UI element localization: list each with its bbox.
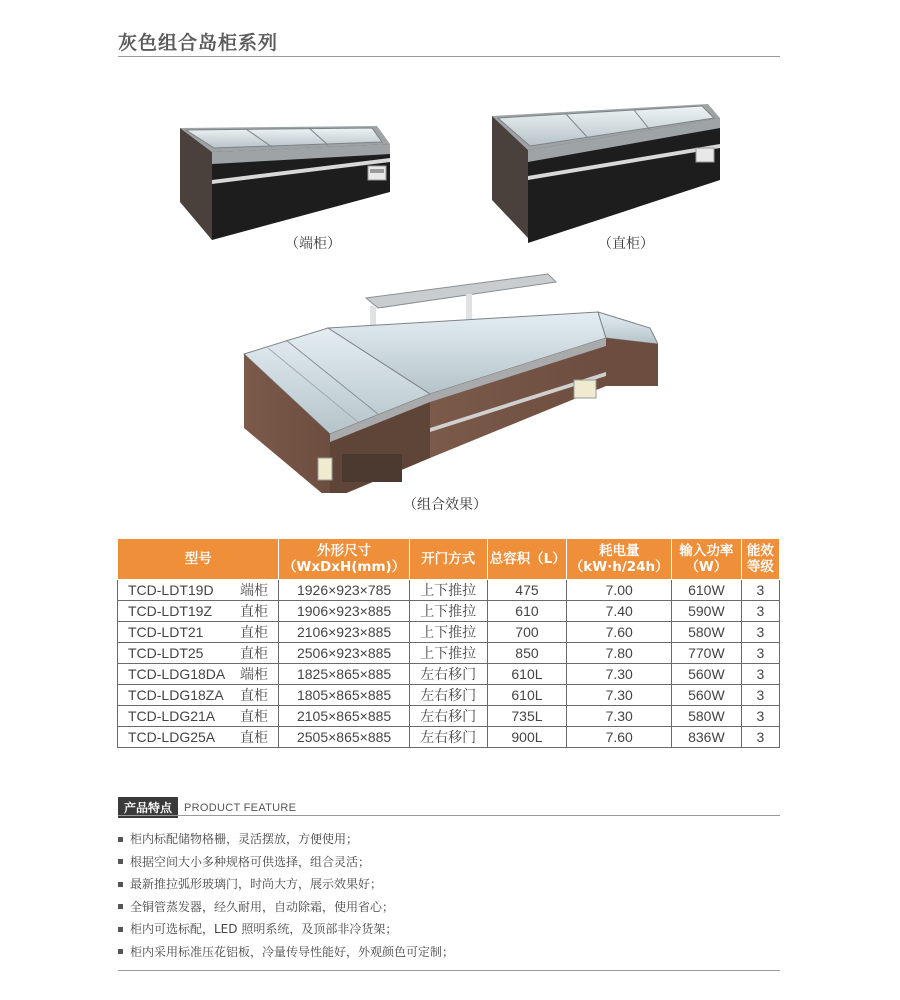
model-cell: TCD-LDG18ZA 直柜 [118,685,279,706]
door-cell: 左右移门 [409,685,487,706]
header-input: 输入功率 （W） [672,539,742,580]
size-cell: 2106×923×885 [279,622,409,643]
input-cell: 560W [672,664,742,685]
grade-cell: 3 [741,601,779,622]
size-cell: 1926×923×785 [279,580,409,601]
input-cell: 580W [672,706,742,727]
spec-table [117,538,780,748]
list-item: 全铜管蒸发器，经久耐用，自动除霜，使用省心； [118,896,454,919]
grade-cell: 3 [741,685,779,706]
input-cell: 590W [672,601,742,622]
header-door: 开门方式 [409,539,487,580]
size-cell: 2505×865×885 [279,727,409,748]
page-title: 灰色组合岛柜系列 [118,32,279,54]
size-cell: 2506×923×885 [279,643,409,664]
volume-cell: 900L [487,727,567,748]
header-size: 外形尺寸 （WxDxH(mm)） [279,539,409,580]
energy-cell: 7.30 [567,664,672,685]
table-row [118,622,780,643]
table-row [118,685,780,706]
energy-cell: 7.00 [567,580,672,601]
bullet-icon [118,904,123,909]
table-row [118,706,780,727]
volume-cell: 610 [487,601,567,622]
input-cell: 836W [672,727,742,748]
volume-cell: 610L [487,685,567,706]
model-cell: TCD-LDG25A 直柜 [118,727,279,748]
grade-cell: 3 [741,706,779,727]
model-cell: TCD-LDT25 直柜 [118,643,279,664]
model-cell: TCD-LDG18DA 端柜 [118,664,279,685]
volume-cell: 475 [487,580,567,601]
door-cell: 左右移门 [409,727,487,748]
energy-cell: 7.60 [567,622,672,643]
table-header-row [118,539,780,580]
model-cell: TCD-LDT19D 端柜 [118,580,279,601]
straight-cabinet-caption: （直柜） [598,236,654,252]
bullet-icon [118,949,123,954]
input-cell: 610W [672,580,742,601]
grade-cell: 3 [741,643,779,664]
grade-cell: 3 [741,727,779,748]
bullet-icon [118,927,123,932]
list-item: 根据空间大小多种规格可供选择，组合灵活； [118,851,454,874]
energy-cell: 7.60 [567,727,672,748]
bullet-icon [118,859,123,864]
combination-cabinet-image [238,268,658,493]
bullet-icon [118,882,123,887]
feature-list [118,828,454,963]
volume-cell: 610L [487,664,567,685]
volume-cell: 850 [487,643,567,664]
grade-cell: 3 [741,622,779,643]
straight-cabinet-image [488,88,723,248]
size-cell: 1906×923×885 [279,601,409,622]
model-cell: TCD-LDT21 直柜 [118,622,279,643]
list-item: 柜内可选标配，LED 照明系统，及顶部非冷货架； [118,918,454,941]
header-model: 型号 [118,539,279,580]
feature-tag: 产品特点 [118,797,178,818]
size-cell: 1805×865×885 [279,685,409,706]
header-volume: 总容积（L） [487,539,567,580]
energy-cell: 7.30 [567,706,672,727]
energy-cell: 7.30 [567,685,672,706]
table-row [118,580,780,601]
feature-english-label: PRODUCT FEATURE [184,801,297,814]
energy-cell: 7.80 [567,643,672,664]
door-cell: 上下推拉 [409,622,487,643]
list-item: 柜内标配储物格栅，灵活摆放，方便使用； [118,828,454,851]
door-cell: 左右移门 [409,706,487,727]
title-divider [118,56,780,57]
size-cell: 2105×865×885 [279,706,409,727]
model-cell: TCD-LDG21A 直柜 [118,706,279,727]
table-row [118,601,780,622]
table-row [118,643,780,664]
door-cell: 上下推拉 [409,580,487,601]
feature-divider [118,815,780,816]
table-row [118,727,780,748]
input-cell: 770W [672,643,742,664]
list-item: 最新推拉弧形玻璃门，时尚大方，展示效果好； [118,873,454,896]
input-cell: 580W [672,622,742,643]
door-cell: 左右移门 [409,664,487,685]
grade-cell: 3 [741,664,779,685]
combination-caption: （组合效果） [403,497,487,513]
list-item: 柜内采用标准压花铝板，冷量传导性能好，外观颜色可定制； [118,941,454,964]
energy-cell: 7.40 [567,601,672,622]
bullet-icon [118,837,123,842]
door-cell: 上下推拉 [409,643,487,664]
header-energy: 耗电量 （kW·h/24h） [567,539,672,580]
door-cell: 上下推拉 [409,601,487,622]
end-cabinet-caption: （端柜） [285,236,341,252]
table-row [118,664,780,685]
end-cabinet-image [172,92,397,242]
volume-cell: 700 [487,622,567,643]
size-cell: 1825×865×885 [279,664,409,685]
input-cell: 560W [672,685,742,706]
model-cell: TCD-LDT19Z 直柜 [118,601,279,622]
volume-cell: 735L [487,706,567,727]
header-grade: 能效 等级 [741,539,779,580]
grade-cell: 3 [741,580,779,601]
bottom-divider [118,970,780,971]
